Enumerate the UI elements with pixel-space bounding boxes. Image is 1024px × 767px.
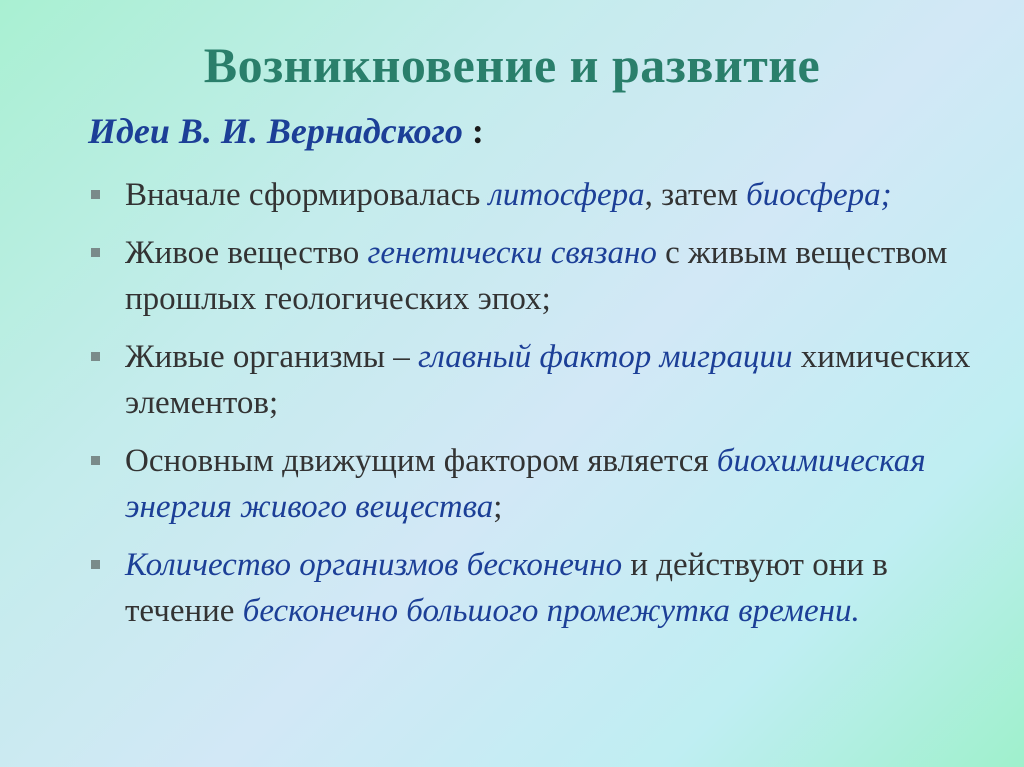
- emphasis-text: биосфера;: [746, 177, 892, 213]
- emphasis-text: литосфера: [488, 177, 645, 213]
- body-text: Основным движущим фактором является: [125, 443, 717, 479]
- subtitle-text: Идеи В. И. Вернадского: [88, 111, 463, 151]
- list-item: [88, 438, 988, 530]
- square-bullet-icon: [91, 190, 100, 199]
- square-bullet-icon: [91, 560, 100, 569]
- list-item: [88, 230, 988, 322]
- body-text: Живое вещество: [125, 235, 368, 271]
- body-text: , затем: [644, 177, 747, 213]
- subtitle-colon: :: [462, 111, 484, 151]
- bullet-list: [88, 172, 988, 646]
- list-item: [88, 334, 988, 426]
- square-bullet-icon: [91, 248, 100, 257]
- square-bullet-icon: [91, 456, 100, 465]
- emphasis-text: генетически связано: [367, 235, 657, 271]
- body-text: ;: [493, 489, 503, 525]
- body-text: Живые организмы –: [125, 339, 419, 375]
- emphasis-text: биохимическая энергия живого вещества: [125, 443, 926, 525]
- list-item: [88, 172, 988, 218]
- emphasis-text: бесконечно большого промежутка времени.: [242, 593, 860, 629]
- body-text: химических элементов;: [125, 339, 971, 421]
- body-text: и действуют они в течение: [125, 547, 888, 629]
- slide-subtitle: [88, 110, 484, 152]
- square-bullet-icon: [91, 352, 100, 361]
- body-text: с живым веществом прошлых геологических эпох;: [125, 235, 948, 317]
- emphasis-text: главный фактор миграции: [418, 339, 793, 375]
- emphasis-text: Количество организмов бесконечно: [125, 547, 623, 583]
- slide-title: Возникновение и развитие: [203, 37, 821, 93]
- body-text: Вначале сформировалась: [125, 177, 489, 213]
- list-item: [88, 542, 988, 634]
